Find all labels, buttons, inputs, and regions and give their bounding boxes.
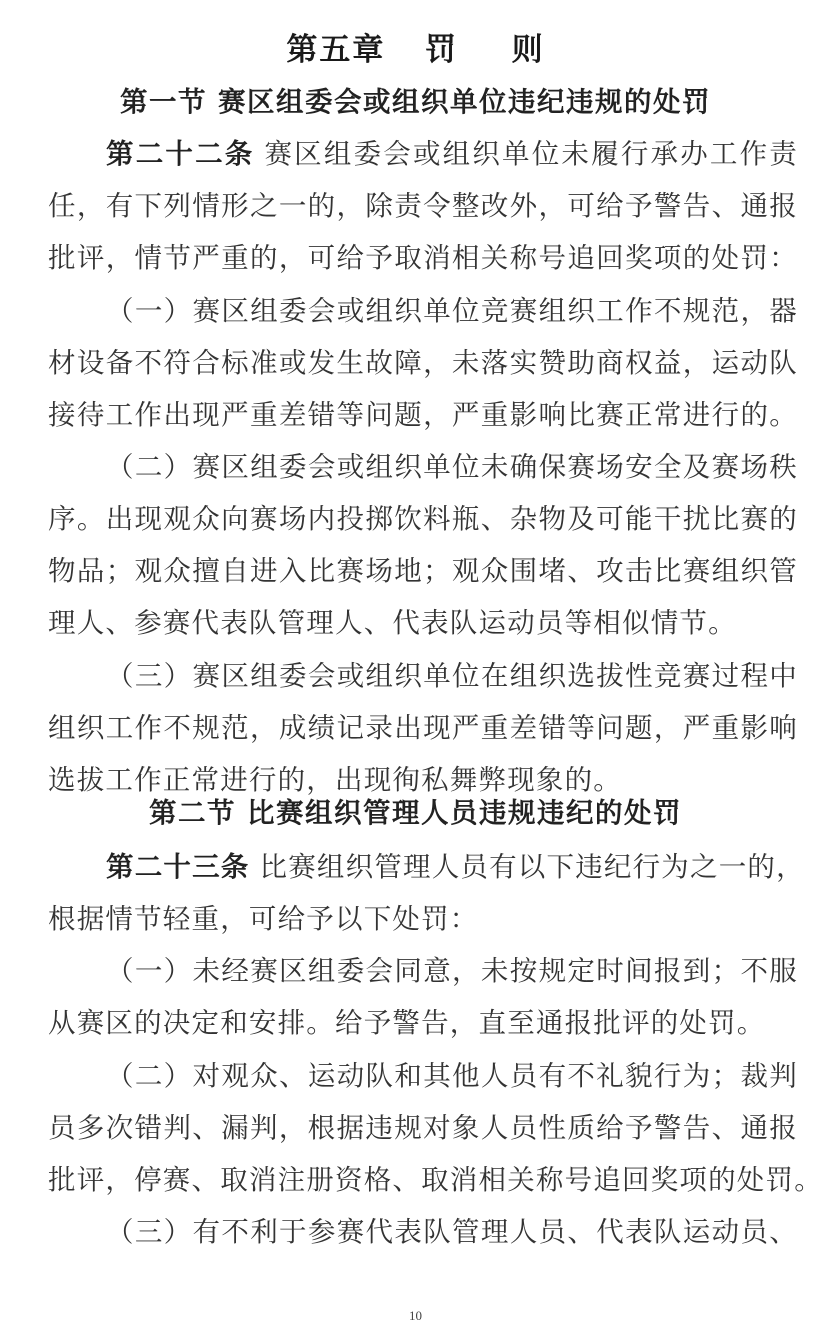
page-number: 10 [409,1308,422,1323]
section-title-2: 第二节 比赛组织管理人员违规违纪的处罚 [148,797,683,829]
s2-item-2-line-2: 员多次错判、漏判，根据违规对象人员性质给予警告、通报 [48,1112,798,1144]
s2-item-1-line-1: （一）未经赛区组委会同意，未按规定时间报到；不服 [106,955,798,987]
s2-item-2-line-1: （二）对观众、运动队和其他人员有不礼貌行为；裁判 [106,1060,798,1092]
item-1-line-1: （一）赛区组委会或组织单位竞赛组织工作不规范，器 [106,295,798,327]
item-2-line-3: 物品；观众擅自进入比赛场地；观众围堵、攻击比赛组织管 [48,555,798,587]
item-2-line-2: 序。出现观众向赛场内投掷饮料瓶、杂物及可能干扰比赛的 [48,503,798,535]
chapter-name-part1: 罚 [425,32,458,68]
article-22-text-1: 赛区组委会或组织单位未履行承办工作责 [264,138,798,170]
chapter-number: 第五章 [286,32,386,68]
item-1-line-3: 接待工作出现严重差错等问题，严重影响比赛正常进行的。 [48,399,798,431]
item-1-line-2: 材设备不符合标准或发生故障，未落实赞助商权益，运动队 [48,347,798,379]
article-23-label: 第二十三条 [106,851,250,883]
item-2-line-1: （二）赛区组委会或组织单位未确保赛场安全及赛场秩 [106,451,798,483]
item-3-line-3: 选拔工作正常进行的，出现徇私舞弊现象的。 [48,764,622,796]
article-22-label: 第二十二条 [106,138,255,170]
chapter-name-part2: 则 [511,32,545,68]
article-22-line-2: 任，有下列情形之一的，除责令整改外，可给予警告、通报 [48,190,798,222]
section-title-1: 第一节 赛区组委会或组织单位违纪违规的处罚 [119,86,712,118]
item-2-line-4: 理人、参赛代表队管理人、代表队运动员等相似情节。 [48,607,737,639]
article-22-line-1 [106,134,798,174]
s2-item-3-line-1: （三）有不利于参赛代表队管理人员、代表队运动员、 [106,1216,798,1248]
s2-item-1-line-2: 从赛区的决定和安排。给予警告，直至通报批评的处罚。 [48,1007,766,1039]
article-23-text-1: 比赛组织管理人员有以下违纪行为之一的， [259,851,805,883]
s2-item-2-line-3: 批评，停赛、取消注册资格、取消相关称号追回奖项的处罚。 [48,1164,823,1196]
item-3-line-2: 组织工作不规范，成绩记录出现严重差错等问题，严重影响 [48,712,798,744]
item-3-line-1: （三）赛区组委会或组织单位在组织选拔性竞赛过程中 [106,660,798,692]
article-23-line-1 [106,847,805,887]
article-22-line-3: 批评，情节严重的，可给予取消相关称号追回奖项的处罚： [48,242,798,274]
article-23-line-2: 根据情节轻重，可给予以下处罚： [48,903,479,935]
chapter-title [0,30,831,70]
